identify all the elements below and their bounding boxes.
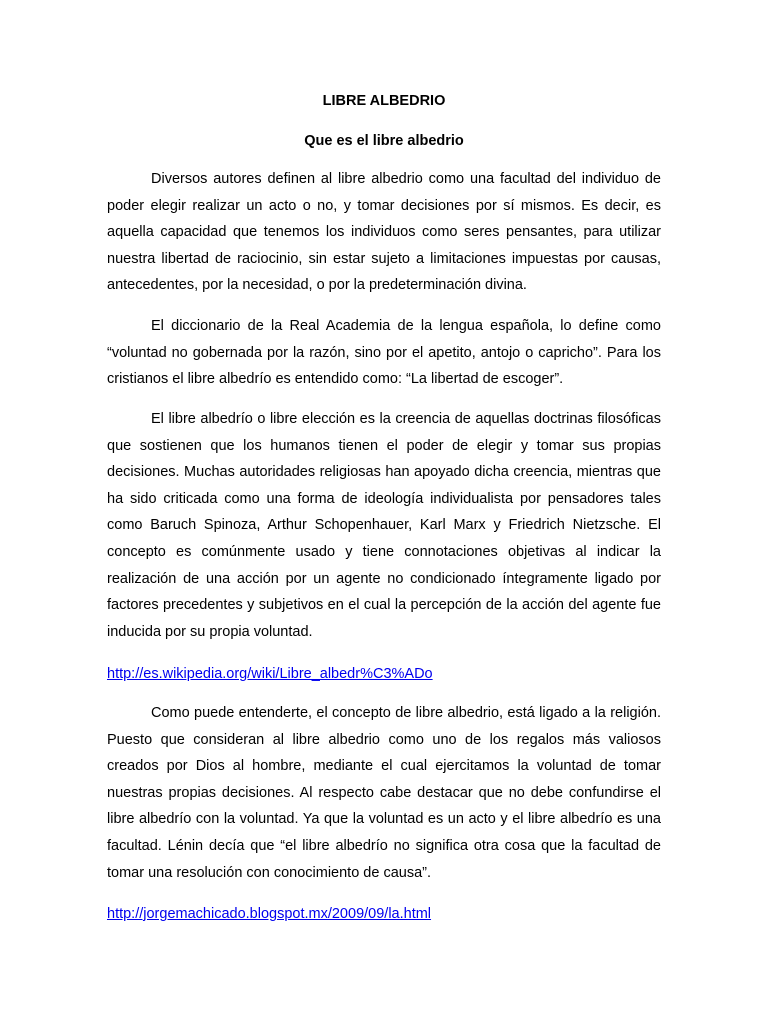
source-link-wikipedia[interactable]: http://es.wikipedia.org/wiki/Libre_albedr%C3%ADo <box>107 666 433 682</box>
paragraph-rae-definition: El diccionario de la Real Academia de la lengua española, lo define como “voluntad no gobernada por la razón, sino por el apetito, antojo o capricho”. Para los cristianos el libre albedrío es entendido como: “La libertad de escoger”. <box>107 318 661 388</box>
document-subtitle: Que es el libre albedrio <box>304 133 464 149</box>
paragraph-philosophy: El libre albedrío o libre elección es la creencia de aquellas doctrinas filosóficas que sostienen que los humanos tienen el poder de elegir y tomar sus propias decisiones. Muchas autoridades religiosas han apoyado dicha creencia, mientras que ha sido criticada como una forma de ideología individualista por pensadores tales como Baruch Spinoza, Arthur Schopenhauer, Karl Marx y Friedrich Nietzsche. El concepto es comúnmente usado y tiene connotaciones objetivas al indicar la realización de una acción por un agente no condicionado íntegramente ligado por factores precedentes y subjetivos en el cual la percepción de la acción del agente fue inducida por su propia voluntad. <box>107 411 661 640</box>
paragraph-definition: Diversos autores definen al libre albedrio como una facultad del individuo de poder elegir realizar un acto o no, y tomar decisiones por sí mismos. Es decir, es aquella capacidad que tenemos los individuos como seres pensantes, para utilizar nuestra libertad de raciocinio, sin estar sujeto a limitaciones impuestas por causas, antecedentes, por la necesidad, o por la predeterminación divina. <box>107 171 661 294</box>
paragraph-religion: Como puede entenderte, el concepto de libre albedrio, está ligado a la religión. Puesto que consideran al libre albedrio como uno de los regalos más valiosos creados por Dios al hombre, mediante el cual ejercitamos la voluntad de tomar nuestras propias decisiones. Al respecto cabe destacar que no debe confundirse el libre albedrío con la voluntad. Ya que la voluntad es un acto y el libre albedrío es una facultad. Lénin decía que “el libre albedrío no significa otra cosa que la facultad de tomar una resolución con conocimiento de causa”. <box>107 705 661 881</box>
document-title: LIBRE ALBEDRIO <box>322 93 446 109</box>
source-link-blog[interactable]: http://jorgemachicado.blogspot.mx/2009/09/la.html <box>107 906 432 922</box>
